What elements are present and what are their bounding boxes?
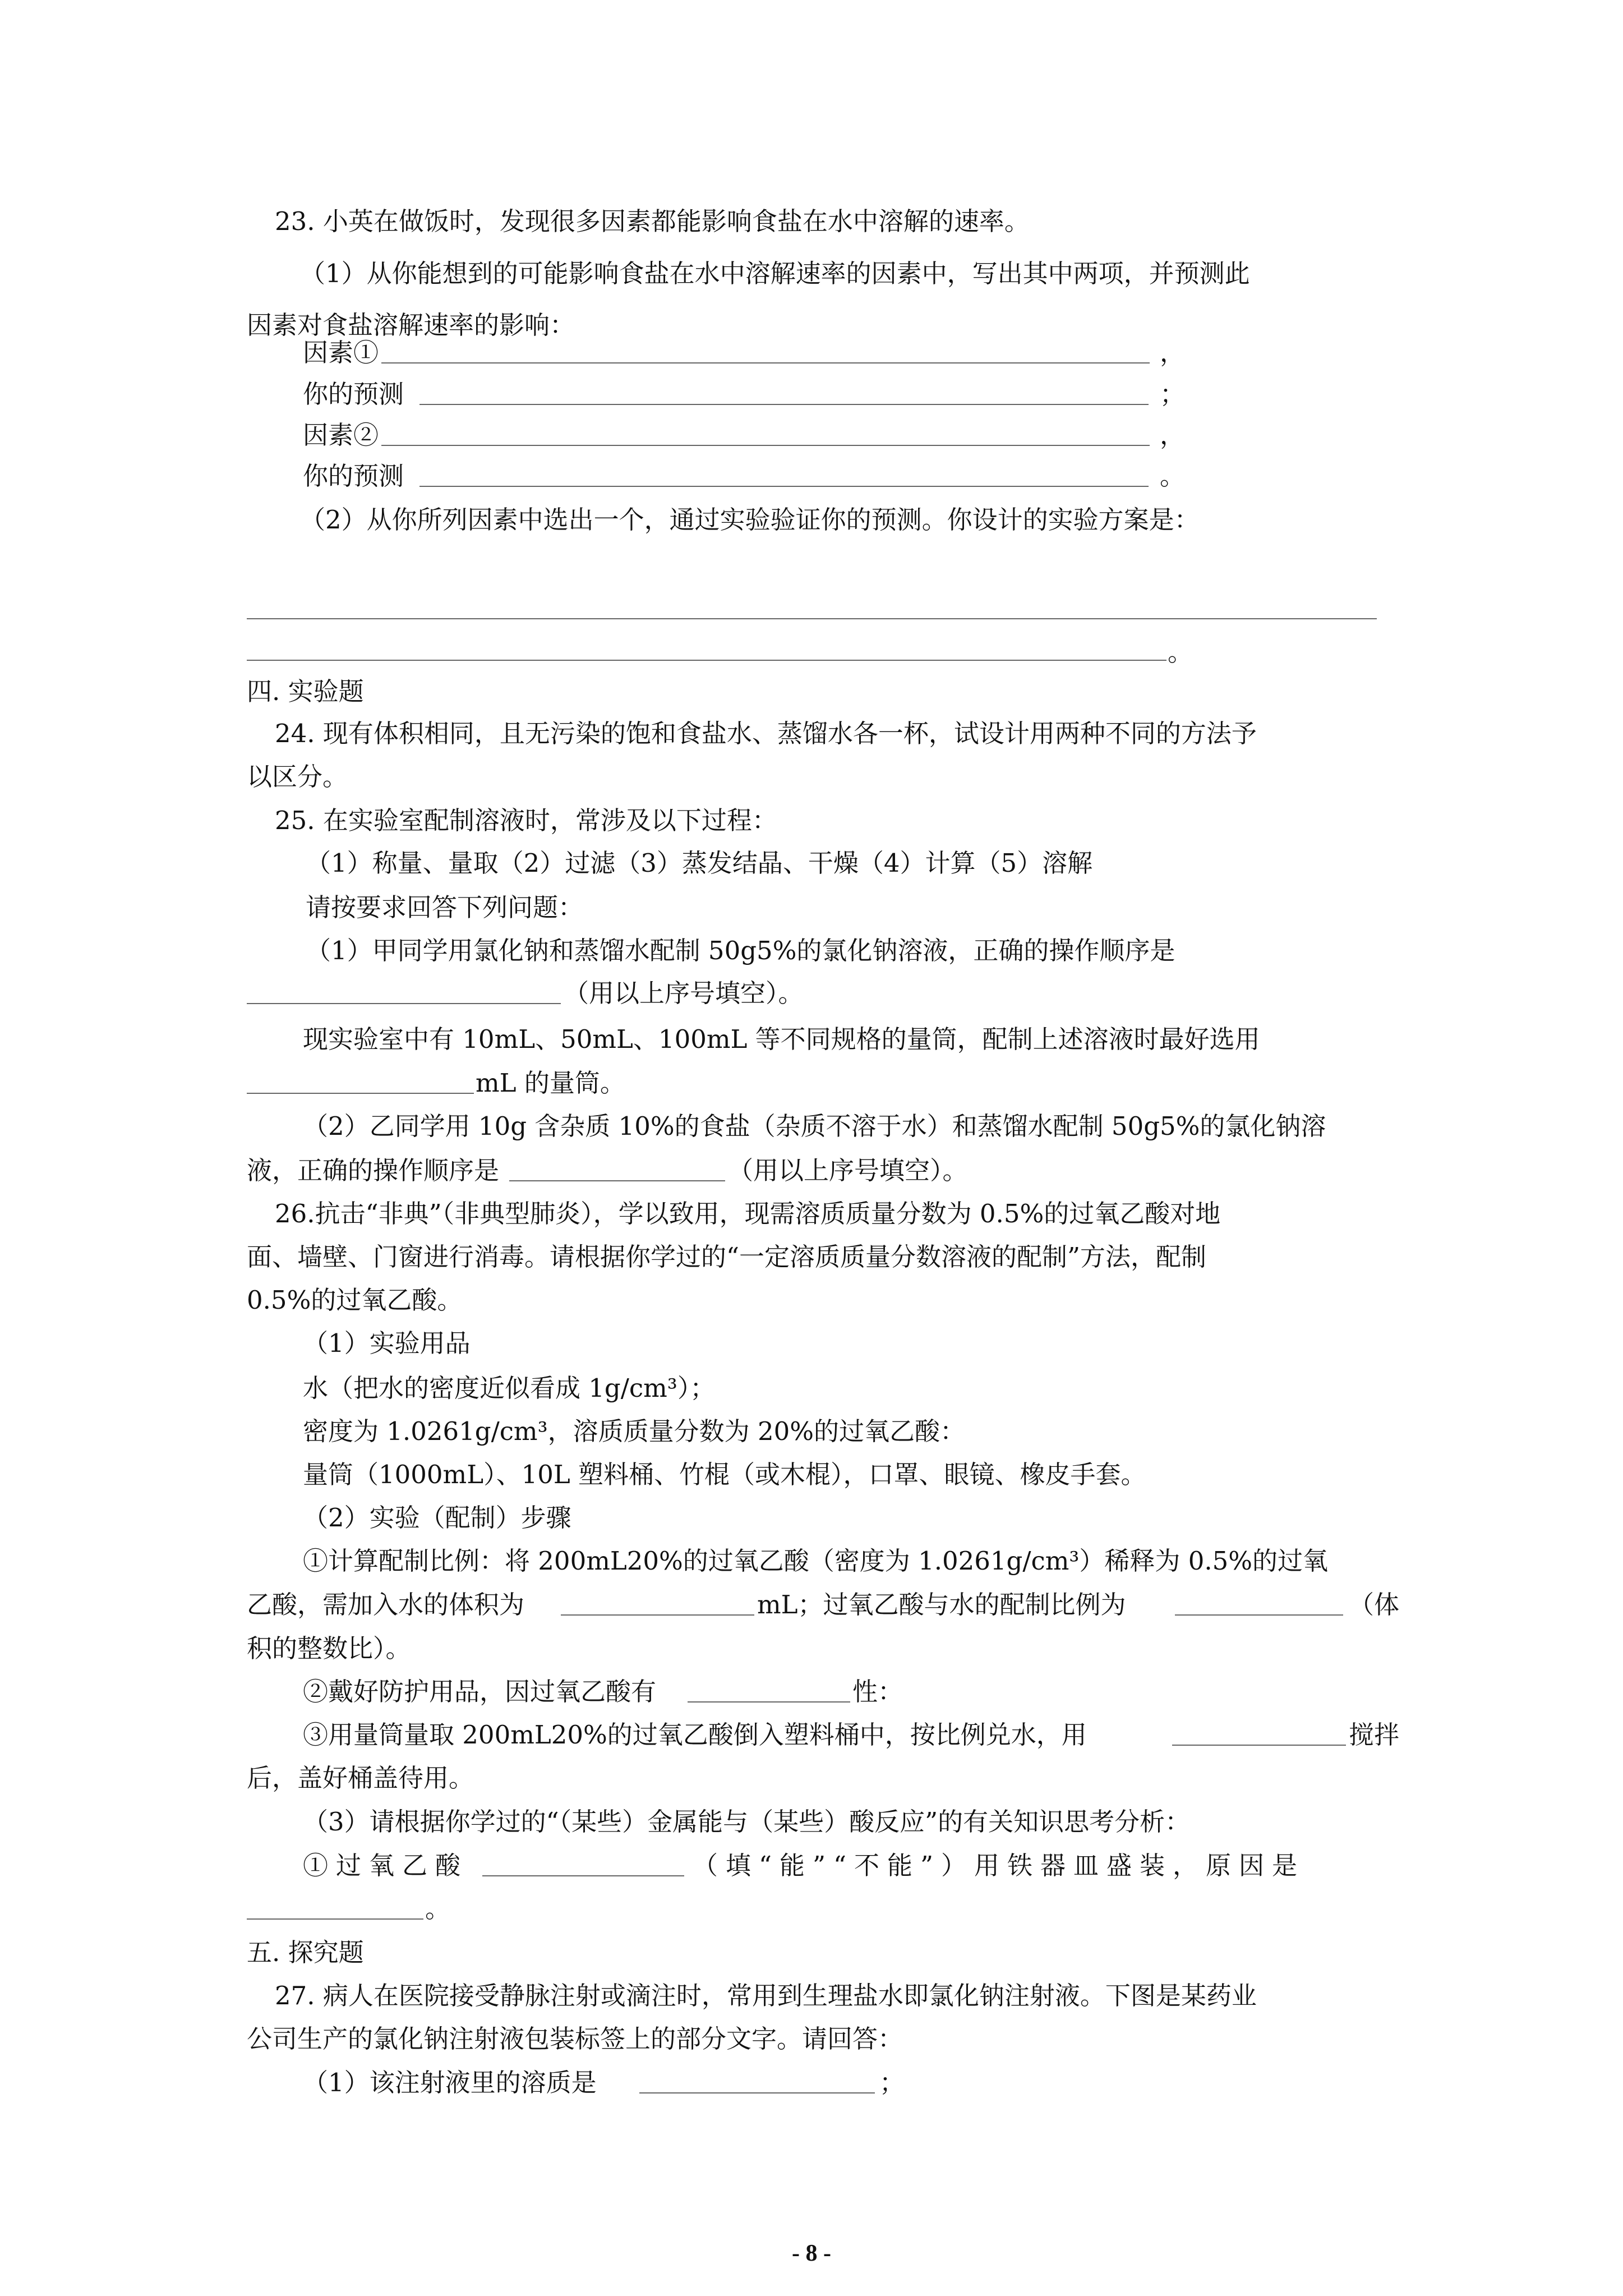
q26-reason-blank[interactable] bbox=[247, 1918, 423, 1920]
predict1-semicolon: ； bbox=[1160, 379, 1186, 409]
q25-steps: （1）称量、量取（2）过滤（3）蒸发结晶、干燥（4）计算（5）溶解 bbox=[306, 848, 1093, 878]
factor1-comma: ， bbox=[1160, 338, 1186, 367]
q26-line1: 26.抗击“非典”（非典型肺炎），学以致用，现需溶质质量分数为 0.5%的过氧乙酸对地 bbox=[275, 1199, 1221, 1228]
q25-s2-line1: （2）乙同学用 10g 含杂质 10%的食盐（杂质不溶于水）和蒸馏水配制 50g5%的氯化钠溶 bbox=[303, 1111, 1326, 1141]
predict1-blank[interactable] bbox=[419, 404, 1149, 405]
q23-plan-period: 。 bbox=[1168, 637, 1193, 667]
predict2-period: 。 bbox=[1160, 461, 1186, 491]
q26-step1-line2-mid: mL；过氧乙酸与水的配制比例为 bbox=[757, 1590, 1126, 1619]
q26-analysis-tail: （填“能”“不能”）用铁器皿盛装，原因是 bbox=[693, 1851, 1306, 1880]
q23-part1-line2: 因素对食盐溶解速率的影响： bbox=[247, 310, 575, 340]
q25-s2-line2-tail: （用以上序号填空）。 bbox=[728, 1156, 968, 1185]
factor2-comma: ， bbox=[1160, 420, 1186, 450]
q26-step1-line2-tail: （体 bbox=[1349, 1590, 1400, 1619]
factor2-blank[interactable] bbox=[381, 445, 1150, 446]
q26-water: 水（把水的密度近似看成 1g/cm³）； bbox=[303, 1373, 716, 1403]
section-5-heading: 五. 探究题 bbox=[247, 1938, 364, 1967]
q27-s1-tail: ； bbox=[879, 2068, 905, 2097]
q26-acid: 密度为 1.0261g/cm³，溶质质量分数为 20%的过氧乙酸： bbox=[303, 1416, 965, 1446]
q26-step1-line3: 积的整数比）。 bbox=[247, 1634, 411, 1663]
factor1-blank[interactable] bbox=[381, 362, 1150, 364]
q27-line1: 27. 病人在医院接受静脉注射或滴注时，常用到生理盐水即氯化钠注射液。下图是某药业 bbox=[275, 1981, 1257, 2010]
q25-s1-line1: （1）甲同学用氯化钠和蒸馏水配制 50g5%的氯化钠溶液，正确的操作顺序是 bbox=[306, 936, 1175, 965]
q26-step3-tail: 搅拌 bbox=[1349, 1720, 1400, 1750]
factor2-label: 因素② bbox=[303, 420, 379, 450]
q23-part2: （2）从你所列因素中选出一个，通过实验验证你的预测。你设计的实验方案是： bbox=[300, 505, 1200, 535]
q25-title: 25. 在实验室配制溶液时，常涉及以下过程： bbox=[275, 806, 777, 835]
factor1-label: 因素① bbox=[303, 338, 379, 367]
q26-step3-line2: 后，盖好桶盖待用。 bbox=[247, 1763, 474, 1793]
q25-prompt: 请按要求回答下列问题： bbox=[306, 892, 584, 922]
q26-analysis-head: ①过氧乙酸 bbox=[303, 1851, 469, 1880]
q25-s1-line2-tail: （用以上序号填空）。 bbox=[564, 978, 804, 1008]
q25-s1-order-blank[interactable] bbox=[247, 1003, 561, 1004]
q23-plan-blank-2[interactable] bbox=[247, 660, 1166, 661]
q27-solute-blank[interactable] bbox=[639, 2092, 875, 2093]
q24-line1: 24. 现有体积相同，且无污染的饱和食盐水、蒸馏水各一杯，试设计用两种不同的方法予 bbox=[275, 719, 1257, 748]
q25-s1-line3: 现实验室中有 10mL、50mL、100mL 等不同规格的量筒，配制上述溶液时最好选用 bbox=[303, 1024, 1260, 1054]
q26-step2-tail: 性： bbox=[852, 1677, 903, 1706]
q26-ratio-blank[interactable] bbox=[1175, 1614, 1343, 1616]
q26-h3: （3）请根据你学过的“（某些）金属能与（某些）酸反应”的有关知识思考分析： bbox=[303, 1807, 1191, 1837]
q26-step2-head: ②戴好防护用品，因过氧乙酸有 bbox=[303, 1677, 657, 1706]
q25-s1-line4-tail: mL 的量筒。 bbox=[476, 1068, 625, 1098]
page-number: - 8 - bbox=[792, 2240, 831, 2266]
q25-cylinder-blank[interactable] bbox=[247, 1093, 474, 1094]
q23-plan-blank-1[interactable] bbox=[247, 618, 1377, 619]
q26-h2: （2）实验（配制）步骤 bbox=[303, 1503, 571, 1533]
q25-s2-order-blank[interactable] bbox=[509, 1180, 725, 1181]
q27-line2: 公司生产的氯化钠注射液包装标签上的部分文字。请回答： bbox=[247, 2024, 903, 2054]
q25-s2-line2-head: 液，正确的操作顺序是 bbox=[247, 1156, 500, 1185]
q26-tools: 量筒（1000mL）、10L 塑料桶、竹棍（或木棍），口罩、眼镜、橡皮手套。 bbox=[303, 1460, 1146, 1489]
q26-water-volume-blank[interactable] bbox=[561, 1614, 754, 1616]
q26-step1-line1: ①计算配制比例：将 200mL20%的过氧乙酸（密度为 1.0261g/cm³）稀释为 0.5%的过氧 bbox=[303, 1546, 1329, 1576]
q26-reason-period: 。 bbox=[425, 1894, 451, 1924]
q26-step1-line2-head: 乙酸，需加入水的体积为 bbox=[247, 1590, 525, 1619]
q24-line2: 以区分。 bbox=[247, 762, 348, 792]
q26-line3: 0.5%的过氧乙酸。 bbox=[247, 1285, 463, 1315]
q26-can-cannot-blank[interactable] bbox=[482, 1875, 684, 1876]
q26-property-blank[interactable] bbox=[688, 1701, 850, 1703]
q23-title: 23. 小英在做饭时，发现很多因素都能影响食盐在水中溶解的速率。 bbox=[275, 206, 1030, 236]
q26-step3-head: ③用量筒量取 200mL20%的过氧乙酸倒入塑料桶中，按比例兑水，用 bbox=[303, 1720, 1087, 1750]
section-4-heading: 四. 实验题 bbox=[247, 677, 364, 706]
q26-line2: 面、墙壁、门窗进行消毒。请根据你学过的“一定溶质质量分数溶液的配制”方法，配制 bbox=[247, 1242, 1207, 1272]
q26-h1: （1）实验用品 bbox=[303, 1328, 471, 1358]
predict2-blank[interactable] bbox=[419, 486, 1149, 487]
predict1-label: 你的预测 bbox=[303, 379, 404, 409]
q23-part1-line1: （1）从你能想到的可能影响食盐在水中溶解速率的因素中，写出其中两项，并预测此 bbox=[300, 259, 1250, 288]
predict2-label: 你的预测 bbox=[303, 461, 404, 491]
q27-s1-head: （1）该注射液里的溶质是 bbox=[303, 2068, 597, 2097]
q26-stir-tool-blank[interactable] bbox=[1172, 1745, 1346, 1746]
